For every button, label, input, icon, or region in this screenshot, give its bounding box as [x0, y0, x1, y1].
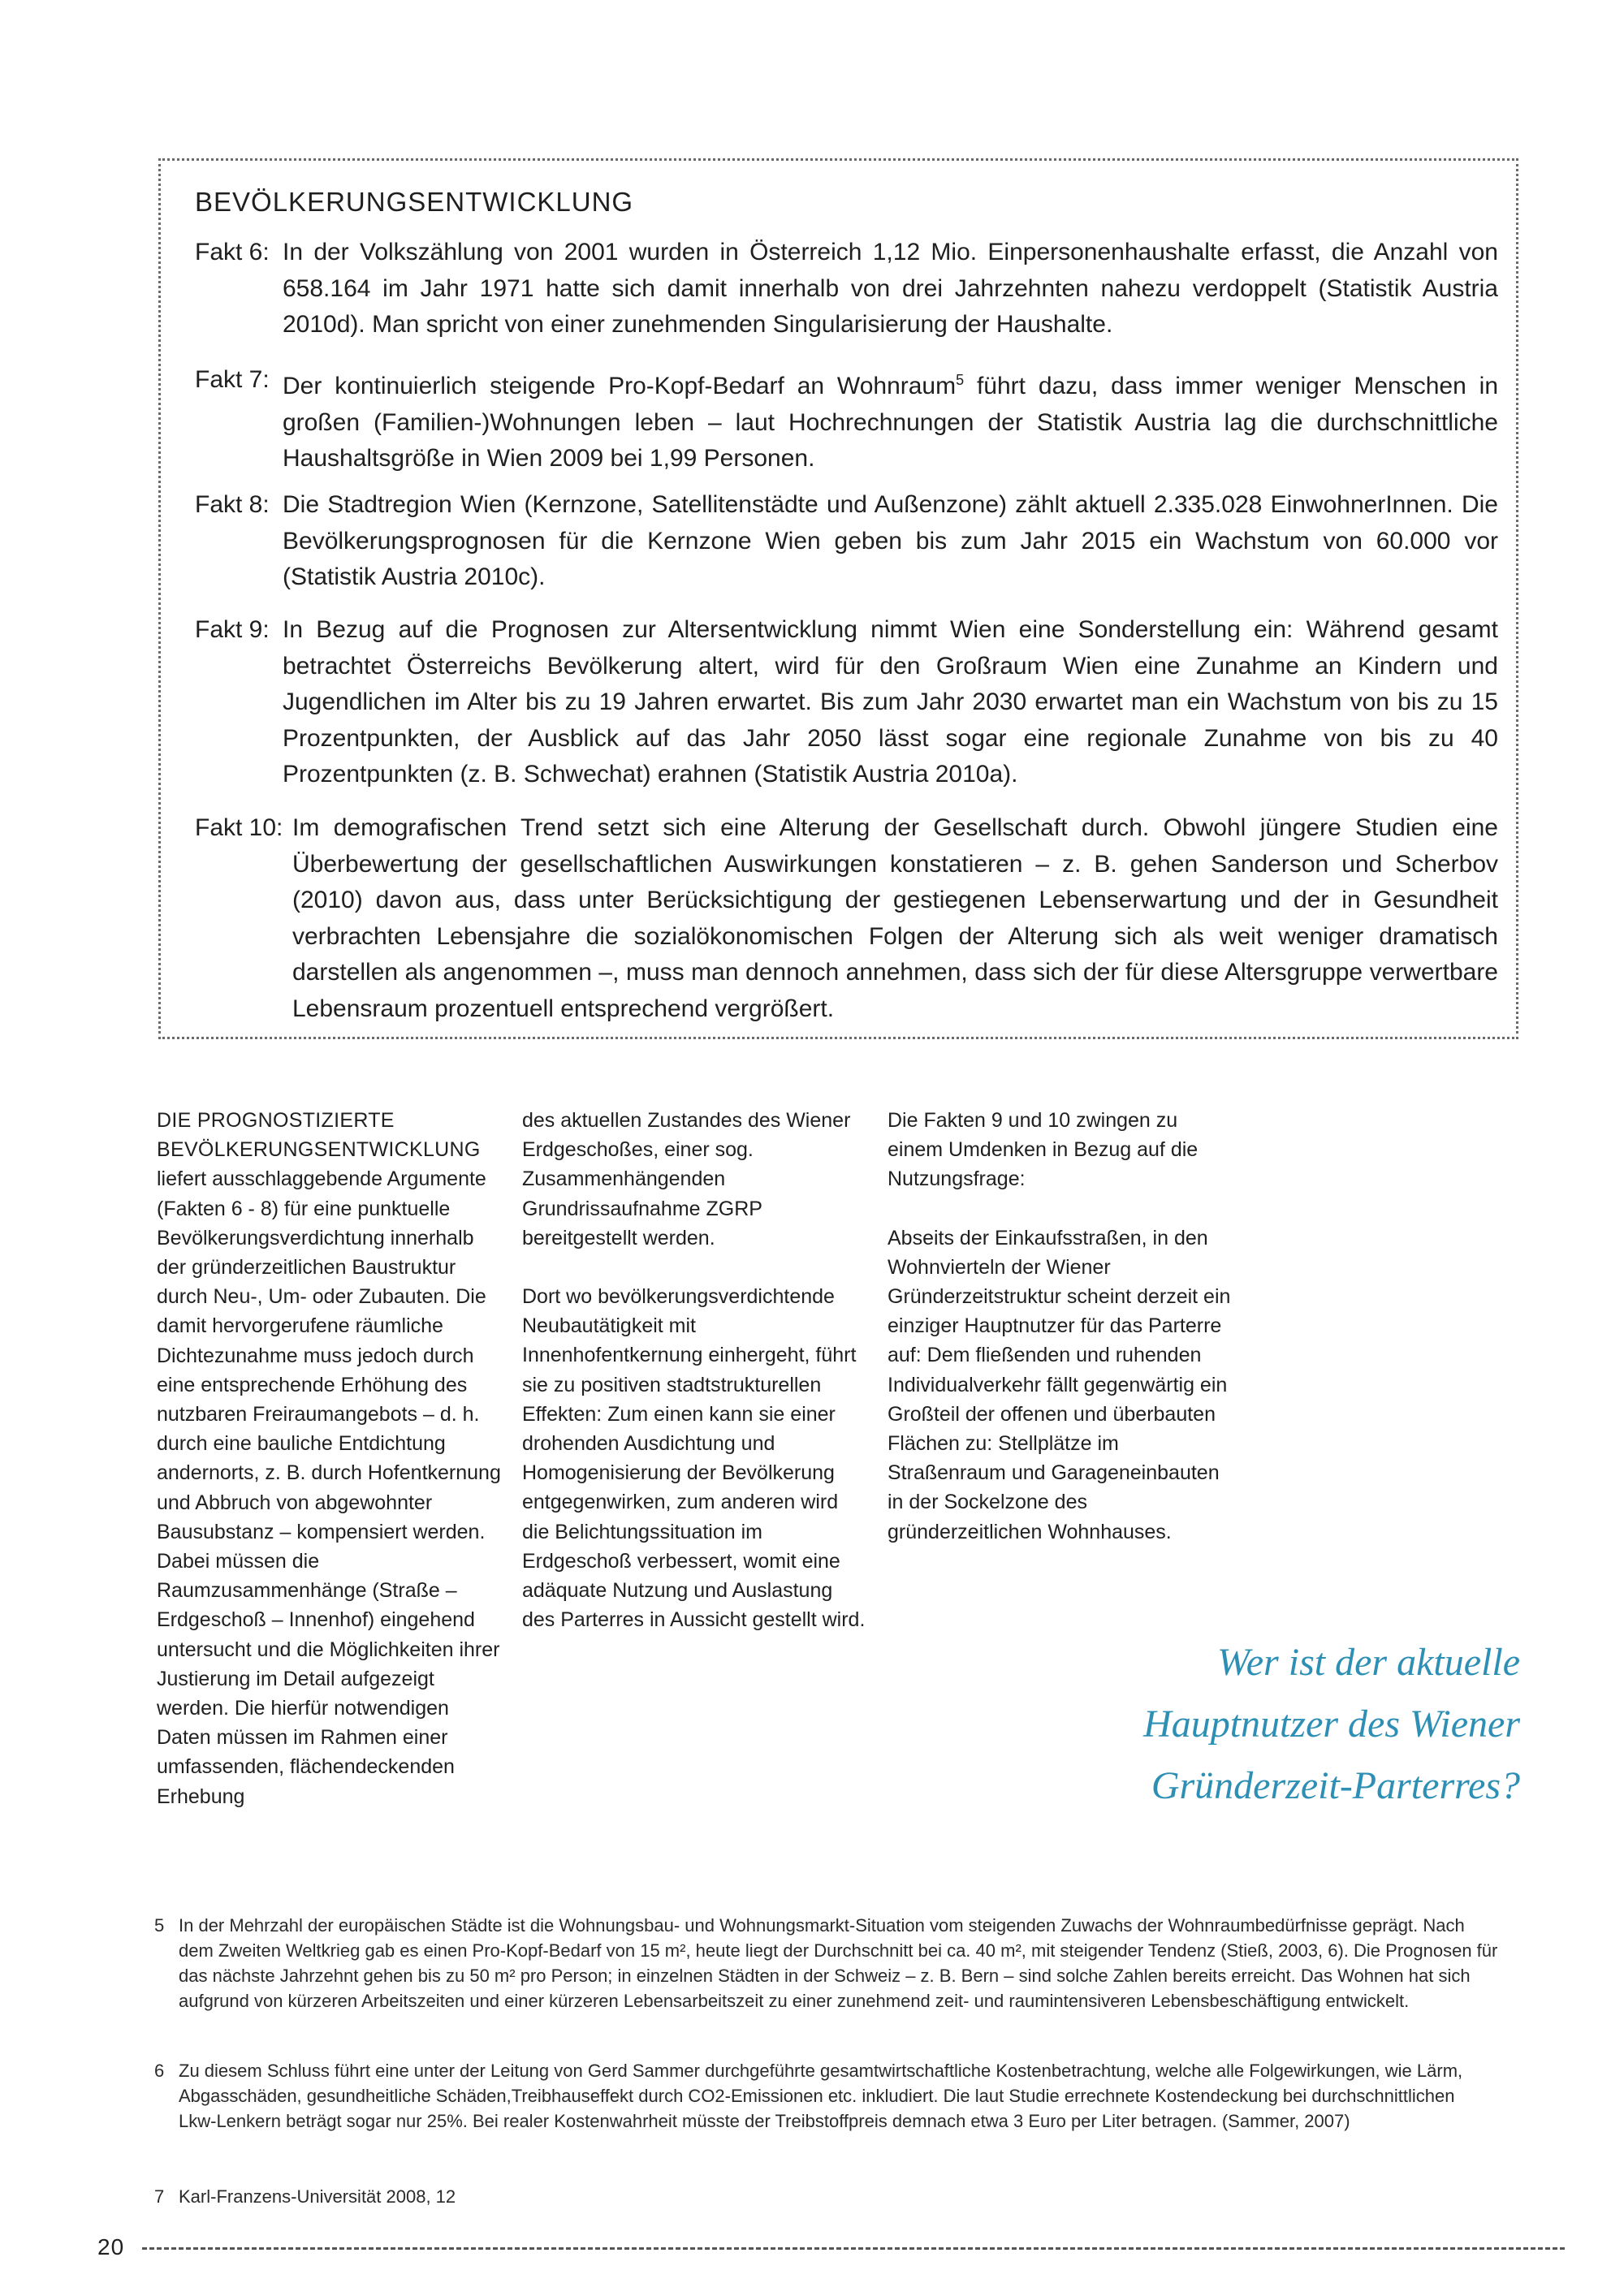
- footnote-6: [154, 2058, 1486, 2134]
- footnote-text: In der Mehrzahl der europäischen Städte ist die Wohnungsbau- und Wohnungsmarkt-Situation vom steigenden Zuwachs der Wohnraumbedürfnisse geprägt. Nach dem Zweiten Weltkrieg gab es einen Pro-Kopf-Bedarf von 15 m², heute liegt der Durchschnitt bei ca. 40 m², mit steigender Tendenz (Stieß, 2003, 6). Die Prognosen für das nächste Jahrzehnt gehen bis zu 50 m² pro Person; in einzelnen Städten in der Schweiz – z. B. Bern – sind solche Zahlen bereits erreicht. Das Wohnen hat sich aufgrund von kürzeren Arbeitszeiten und einer kürzeren Lebensarbeitszeit zu einer zunehmend zeit- und raumintensiveren Lebensbeschäftigung entwickelt.: [179, 1915, 1498, 2011]
- footnote-number: 6: [154, 2061, 165, 2081]
- footnote-5: [154, 1913, 1502, 2013]
- fact-text: In der Volkszählung von 2001 wurden in Österreich 1,12 Mio. Einpersonenhaushalte erfasst, die Anzahl von 658.164 im Jahr 1971 hatte sich damit innerhalb von drei Jahrzehnten nahezu verdoppelt (Statistik Austria 2010d). Man spricht von einer zunehmenden Singularisierung der Haushalte.: [283, 239, 1498, 338]
- text-column-3: [888, 1106, 1233, 1547]
- pull-quote-line: Wer ist der aktuelle: [1217, 1641, 1520, 1684]
- section-heading: DIE PROGNOSTIZIERTE BEVÖLKERUNGSENTWICKLUNG: [157, 1109, 481, 1162]
- fact-text-part: Der kontinuierlich steigende Pro-Kopf-Bedarf an Wohnraum: [283, 373, 957, 399]
- column-paragraph: Dort wo bevölkerungsverdichtende Neubautätigkeit mit Innenhofentkernung einhergeht, führt sie zu positiven stadtstrukturellen Effekten: Zum einen kann sie einer drohenden Ausdichtung und Homogenisierung der Bevölkerung entgegenwirken, zum anderen wird die Belichtungssituation im Erdgeschoß verbessert, womit eine adäquate Nutzung und Auslastung des Parterres in Aussicht gestellt wird.: [522, 1285, 866, 1632]
- fact-text: [283, 362, 1498, 477]
- footnote-text: Zu diesem Schluss führt eine unter der Leitung von Gerd Sammer durchgeführte gesamtwirtschaftliche Kostenbetrachtung, welche alle Folgewirkungen, wie Lärm, Abgasschäden, gesundheitliche Schäden,Treibhauseffekt durch CO2-Emissionen etc. inkludiert. Die laut Studie errechnete Kostendeckung bei durchschnittlichen Lkw-Lenkern beträgt sogar nur 25%. Bei realer Kostenwahrheit müsste der Treibstoffpreis demnach etwa 3 Euro per Liter betragen. (Sammer, 2007): [179, 2061, 1463, 2131]
- fact-10: [195, 810, 1498, 1027]
- footnote-text: Karl-Franzens-Universität 2008, 12: [179, 2186, 456, 2207]
- pull-quote: [952, 1632, 1520, 1817]
- fact-text: In Bezug auf die Prognosen zur Altersentwicklung nimmt Wien eine Sonderstellung ein: Während gesamt betrachtet Österreichs Bevölkerung altert, wird für den Großraum Wien eine Zunahme an Kindern und Jugendlichen im Alter bis zu 19 Jahren erwartet. Bis zum Jahr 2030 erwartet man ein Wachstum von bis zu 15 Prozentpunkten, der Ausblick auf das Jahr 2050 lässt sogar eine regionale Zunahme von bis zu 40 Prozentpunkten (z. B. Schwechat) erahnen (Statistik Austria 2010a).: [283, 616, 1498, 788]
- fact-text-part: führt dazu, dass immer weniger Menschen in großen (Familien-)Wohnungen leben – laut Hochrechnungen der Statistik Austria lag die durchschnittliche Haushaltsgröße in Wien 2009 bei 1,99 Personen.: [283, 373, 1498, 472]
- fact-7: [195, 362, 1498, 477]
- footnote-ref: 5: [956, 372, 965, 388]
- fact-label: Fakt 7:: [195, 366, 270, 393]
- pull-quote-line: Hauptnutzer des Wiener: [1143, 1703, 1520, 1746]
- footnote-number: 7: [154, 2186, 165, 2207]
- fact-text: Die Stadtregion Wien (Kernzone, Satellitenstädte und Außenzone) zählt aktuell 2.335.028 EinwohnerInnen. Die Bevölkerungsprognosen für die Kernzone Wien geben bis zum Jahr 2015 ein Wachstum von 60.000 vor (Statistik Austria 2010c).: [283, 491, 1498, 590]
- footer-rule: [142, 2247, 1565, 2250]
- column-paragraph: Abseits der Einkaufsstraßen, in den Wohnvierteln der Wiener Gründerzeitstruktur scheint derzeit ein einziger Hauptnutzer für das Parterre auf: Dem fließenden und ruhenden Individualverkehr fällt gegenwärtig ein Großteil der offenen und überbauten Flächen zu: Stellplätze im Straßenraum und Garageneinbauten in der Sockelzone des gründerzeitlichen Wohnhauses.: [888, 1226, 1231, 1543]
- column-text: liefert ausschlaggebende Argumente (Fakten 6 - 8) für eine punktuelle Bevölkerungsverdichtung innerhalb der gründerzeitlichen Baustruktur durch Neu-, Um- oder Zubauten. Die damit hervorgerufene räumliche Dichtezunahme muss jedoch durch eine entsprechende Erhöhung des nutzbaren Freiraumangebots – d. h. durch eine bauliche Entdichtung andernorts, z. B. durch Hofentkernung und Abbruch von abgewohnter Bausubstanz – kompensiert werden. Dabei müssen die Raumzusammenhänge (Straße – Erdgeschoß – Innenhof) eingehend untersucht und die Möglichkeiten ihrer Justierung im Detail aufgezeigt werden. Die hierfür notwendigen Daten müssen im Rahmen einer umfassenden, flächendeckenden Erhebung: [157, 1167, 501, 1808]
- fact-label: Fakt 9:: [195, 616, 270, 643]
- fact-label: Fakt 6:: [195, 239, 270, 265]
- fact-text: Im demografischen Trend setzt sich eine Alterung der Gesellschaft durch. Obwohl jüngere Studien eine Überbewertung der gesellschaftlichen Auswirkungen konstatieren – z. B. gehen Sanderson und Scherbov (2010) davon aus, dass unter Berücksichtigung der gestiegenen Lebenserwartung und der in Gesundheit verbrachten Lebensjahre die sozialökonomischen Folgen der Alterung sich als weit weniger dramatisch darstellen als angenommen –, muss man dennoch annehmen, dass sich der für diese Altersgruppe verwertbare Lebensraum prozentuell entsprechend vergrößert.: [292, 814, 1498, 1022]
- fact-label: Fakt 10:: [195, 814, 283, 841]
- pull-quote-line: Gründerzeit-Parterres?: [1151, 1764, 1520, 1807]
- fact-box-title: BEVÖLKERUNGSENTWICKLUNG: [195, 187, 634, 217]
- fact-8: [195, 487, 1498, 596]
- fact-6: [195, 235, 1498, 343]
- column-paragraph: des aktuellen Zustandes des Wiener Erdgeschoßes, einer sog. Zusammenhängenden Grundrissaufnahme ZGRP bereitgestellt werden.: [522, 1109, 851, 1249]
- fact-label: Fakt 8:: [195, 491, 270, 518]
- column-paragraph: Die Fakten 9 und 10 zwingen zu einem Umdenken in Bezug auf die Nutzungsfrage:: [888, 1109, 1199, 1191]
- footnote-7: [154, 2184, 1502, 2209]
- page-number: 20: [97, 2234, 125, 2259]
- fact-9: [195, 612, 1498, 793]
- text-column-2: [522, 1106, 867, 1634]
- text-column-1: [157, 1106, 506, 1811]
- footnote-number: 5: [154, 1915, 165, 1936]
